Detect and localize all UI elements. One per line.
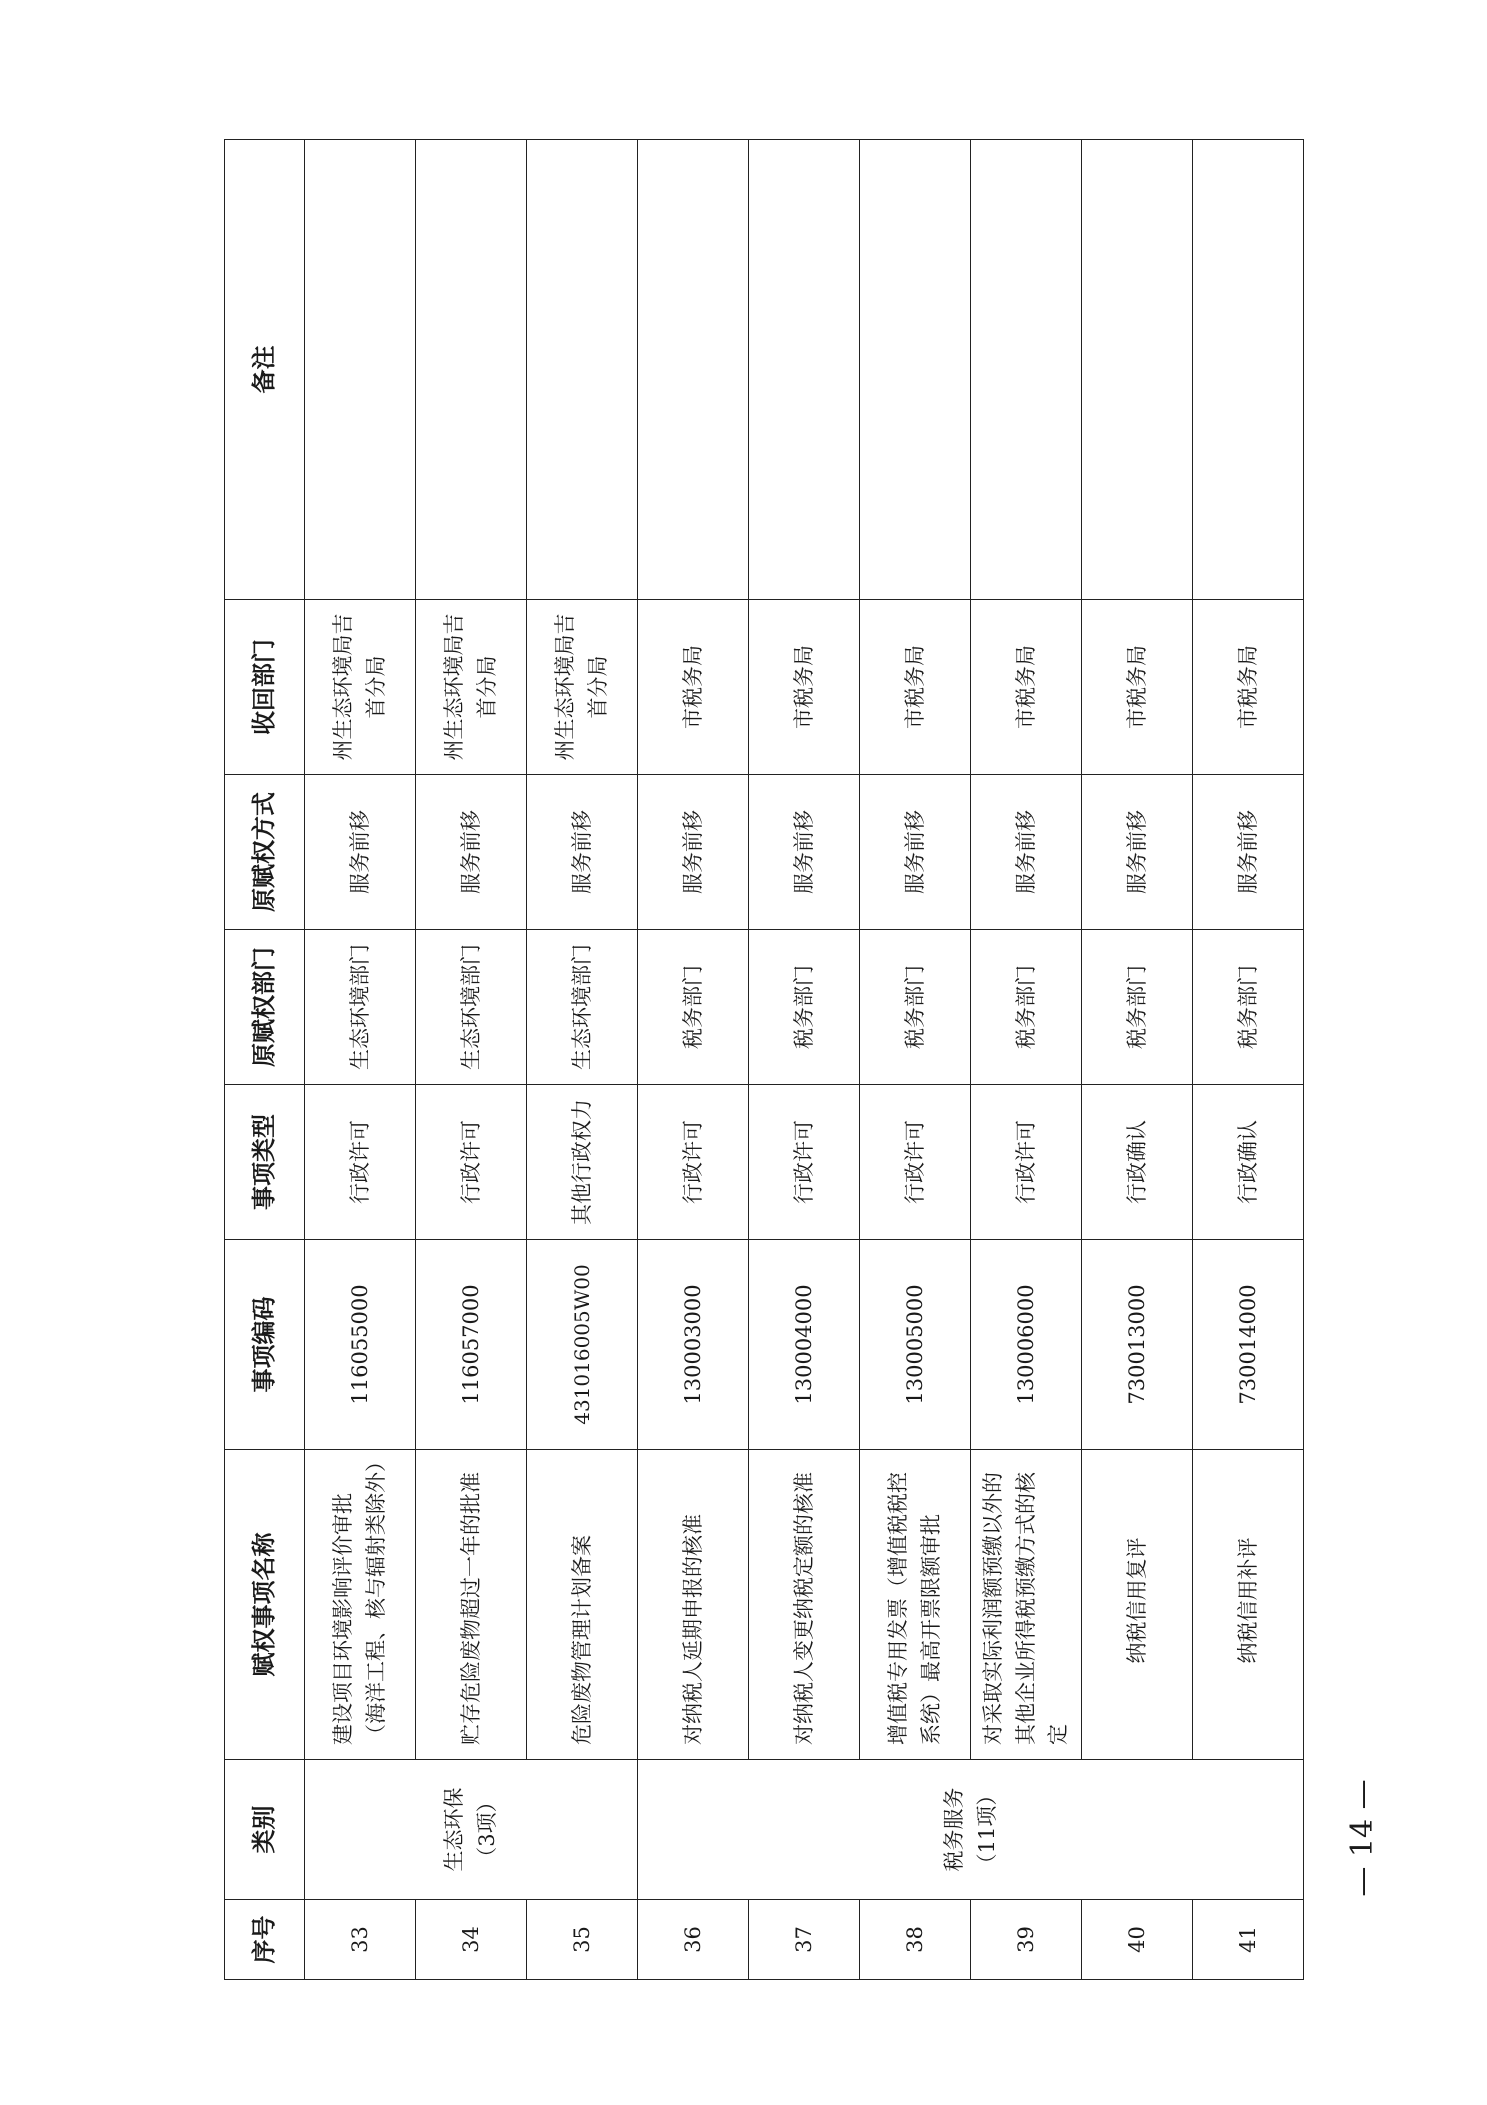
cell-note: [749, 140, 860, 600]
cell-note: [971, 140, 1082, 600]
cell-mode: 服务前移: [416, 775, 527, 930]
page-number: — 14 —: [1344, 1779, 1380, 1897]
cell-recv: 市税务局: [1082, 600, 1193, 775]
cell-type: 行政许可: [305, 1085, 416, 1240]
header-seq: 序号: [225, 1900, 305, 1980]
cell-type: 行政许可: [860, 1085, 971, 1240]
header-note: 备注: [225, 140, 305, 600]
header-type: 事项类型: [225, 1085, 305, 1240]
table-row: [860, 140, 971, 1980]
table-row: [638, 140, 749, 1980]
cell-name: 对采取实际利润额预缴以外的其他企业所得税预缴方式的核定: [971, 1450, 1082, 1760]
cell-code: 130003000: [638, 1240, 749, 1450]
cell-name: 纳税信用补评: [1193, 1450, 1304, 1760]
cell-recv: 市税务局: [638, 600, 749, 775]
cell-seq: 40: [1082, 1900, 1193, 1980]
cell-category-eco: 生态环保 （3项）: [305, 1760, 638, 1900]
cell-note: [527, 140, 638, 600]
cell-name: 对纳税人变更纳税定额的核准: [749, 1450, 860, 1760]
cell-recv: 州生态环境局吉首分局: [416, 600, 527, 775]
cell-note: [416, 140, 527, 600]
table-row: [749, 140, 860, 1980]
cell-seq: 33: [305, 1900, 416, 1980]
cell-type: 行政许可: [638, 1085, 749, 1240]
cell-type: 行政许可: [749, 1085, 860, 1240]
header-name: 赋权事项名称: [225, 1450, 305, 1760]
cell-mode: 服务前移: [638, 775, 749, 930]
cell-name: 纳税信用复评: [1082, 1450, 1193, 1760]
cell-dept: 税务部门: [860, 930, 971, 1085]
cell-dept: 税务部门: [638, 930, 749, 1085]
cell-code: 730013000: [1082, 1240, 1193, 1450]
cell-seq: 35: [527, 1900, 638, 1980]
cell-dept: 税务部门: [749, 930, 860, 1085]
cell-code: 116055000: [305, 1240, 416, 1450]
cell-type: 行政确认: [1193, 1085, 1304, 1240]
cell-type: 其他行政权力: [527, 1085, 638, 1240]
cell-seq: 37: [749, 1900, 860, 1980]
cell-code: 130004000: [749, 1240, 860, 1450]
cell-code: 730014000: [1193, 1240, 1304, 1450]
cell-recv: 州生态环境局吉首分局: [305, 600, 416, 775]
cell-recv: 市税务局: [860, 600, 971, 775]
cell-dept: 生态环境部门: [527, 930, 638, 1085]
cell-type: 行政许可: [416, 1085, 527, 1240]
table-row: [971, 140, 1082, 1980]
cell-mode: 服务前移: [971, 775, 1082, 930]
header-mode: 原赋权方式: [225, 775, 305, 930]
cell-note: [1082, 140, 1193, 600]
cell-code: 130006000: [971, 1240, 1082, 1450]
cell-seq: 36: [638, 1900, 749, 1980]
cell-category-tax: 税务服务 （11项）: [638, 1760, 1304, 1900]
cell-mode: 服务前移: [1193, 775, 1304, 930]
header-row: [225, 140, 305, 1980]
table-row: [416, 140, 527, 1980]
cell-mode: 服务前移: [749, 775, 860, 930]
cell-dept: 税务部门: [971, 930, 1082, 1085]
cell-code: 431016005W00: [527, 1240, 638, 1450]
table-row: [1193, 140, 1304, 1980]
cell-recv: 市税务局: [971, 600, 1082, 775]
table-row: [305, 140, 416, 1980]
cell-type: 行政许可: [971, 1085, 1082, 1240]
cell-code: 130005000: [860, 1240, 971, 1450]
cell-dept: 生态环境部门: [305, 930, 416, 1085]
cell-note: [860, 140, 971, 600]
header-code: 事项编码: [225, 1240, 305, 1450]
cell-recv: 州生态环境局吉首分局: [527, 600, 638, 775]
cell-code: 116057000: [416, 1240, 527, 1450]
cell-recv: 市税务局: [749, 600, 860, 775]
cell-mode: 服务前移: [305, 775, 416, 930]
cell-note: [1193, 140, 1304, 600]
cell-name: 建设项目环境影响评价审批（海洋工程、核与辐射类除外）: [305, 1450, 416, 1760]
cell-note: [638, 140, 749, 600]
rotated-table-block: [224, 140, 1304, 1980]
table-row: [1082, 140, 1193, 1980]
cell-name: 贮存危险废物超过一年的批准: [416, 1450, 527, 1760]
cell-dept: 生态环境部门: [416, 930, 527, 1085]
cell-mode: 服务前移: [527, 775, 638, 930]
cell-note: [305, 140, 416, 600]
header-recv: 收回部门: [225, 600, 305, 775]
cell-seq: 39: [971, 1900, 1082, 1980]
table-row: [527, 140, 638, 1980]
delegation-table: [224, 139, 1304, 1980]
cell-seq: 34: [416, 1900, 527, 1980]
cell-seq: 38: [860, 1900, 971, 1980]
cell-name: 增值税专用发票（增值税税控系统）最高开票限额审批: [860, 1450, 971, 1760]
cell-mode: 服务前移: [860, 775, 971, 930]
cell-recv: 市税务局: [1193, 600, 1304, 775]
cell-dept: 税务部门: [1193, 930, 1304, 1085]
cell-seq: 41: [1193, 1900, 1304, 1980]
cell-mode: 服务前移: [1082, 775, 1193, 930]
cell-type: 行政确认: [1082, 1085, 1193, 1240]
header-dept: 原赋权部门: [225, 930, 305, 1085]
cell-dept: 税务部门: [1082, 930, 1193, 1085]
header-category: 类别: [225, 1760, 305, 1900]
cell-name: 危险废物管理计划备案: [527, 1450, 638, 1760]
cell-name: 对纳税人延期申报的核准: [638, 1450, 749, 1760]
